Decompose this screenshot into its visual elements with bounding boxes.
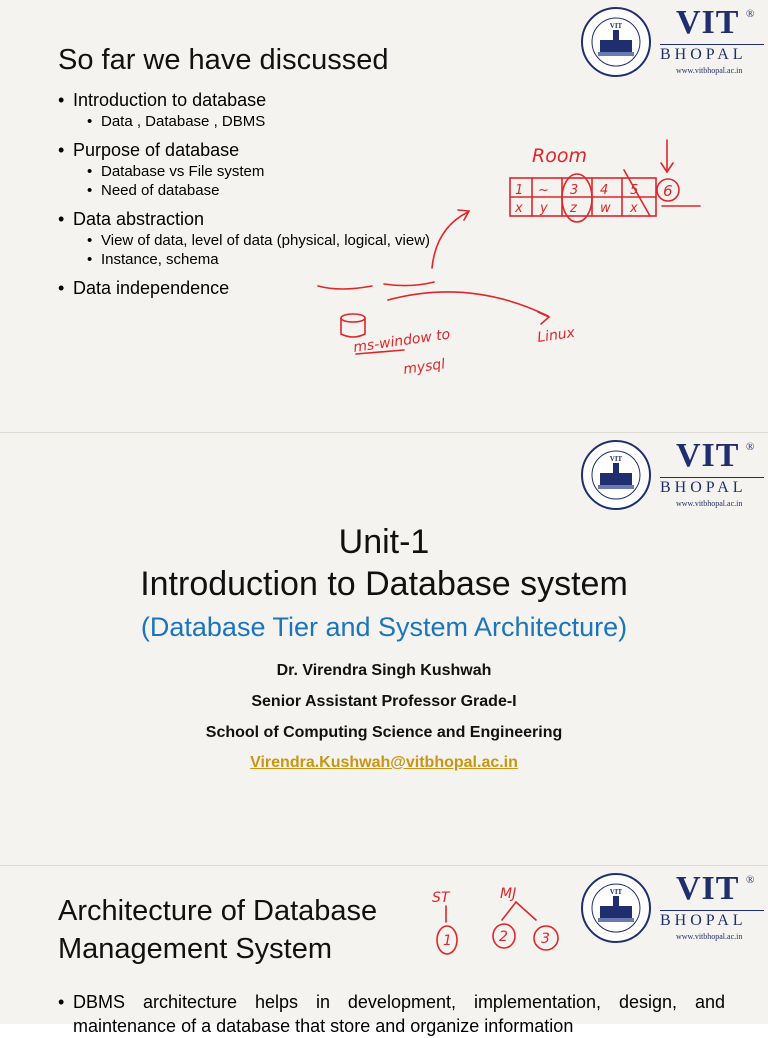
- unit-heading: Unit-1: [338, 523, 430, 561]
- author-school: School of Computing Science and Engineering: [205, 724, 563, 741]
- university-seal-icon: [580, 439, 652, 511]
- vit-bhopal-logo: [580, 872, 768, 942]
- registered-mark: ®: [746, 441, 755, 453]
- sub-bullet-item: • Need of database: [58, 182, 430, 199]
- slide-1: [0, 0, 768, 432]
- logo-vit-text: VIT: [676, 870, 740, 907]
- author-name: Dr. Virendra Singh Kushwah: [276, 662, 492, 679]
- vit-bhopal-logo: [580, 439, 768, 509]
- svg-text:2: 2: [499, 929, 508, 945]
- university-seal-icon: [580, 872, 652, 944]
- svg-text:VIT: VIT: [609, 455, 623, 463]
- logo-vit-text: VIT: [676, 4, 740, 41]
- slide-subtitle: (Database Tier and System Architecture): [140, 612, 628, 642]
- bullet-item: • DBMS architecture helps in development, implementation, design, and maintenance of a database that store and organize information: [58, 990, 725, 1038]
- sub-bullet-item: • Data , Database , DBMS: [58, 113, 430, 130]
- svg-text:w: w: [600, 201, 611, 216]
- svg-text:6: 6: [663, 182, 673, 200]
- slide-title: Architecture of Database Management System: [58, 895, 378, 965]
- svg-text:x: x: [630, 201, 638, 216]
- handwriting-note: ms-window to: [352, 326, 452, 356]
- bullet-item: • Introduction to database: [58, 90, 430, 111]
- bullet-item: • Purpose of database: [58, 140, 430, 161]
- logo-city-text: BHOPAL: [660, 912, 747, 929]
- registered-mark: ®: [746, 8, 755, 20]
- sub-bullet-item: • Database vs File system: [58, 163, 430, 180]
- slide-2: [0, 433, 768, 865]
- svg-text:4: 4: [600, 183, 609, 198]
- svg-text:5: 5: [630, 183, 639, 198]
- svg-text:1: 1: [515, 183, 524, 198]
- handwriting-note: mysql: [402, 356, 447, 378]
- svg-text:3: 3: [570, 183, 579, 198]
- sub-bullet-item: • Instance, schema: [58, 251, 430, 268]
- bullet-item: • Data abstraction: [58, 209, 430, 230]
- logo-vit-text: VIT: [676, 437, 740, 474]
- registered-mark: ®: [746, 874, 755, 886]
- slide-3: [0, 866, 768, 1036]
- svg-text:ST: ST: [432, 890, 450, 906]
- svg-text:y: y: [540, 201, 548, 216]
- svg-text:3: 3: [541, 931, 550, 947]
- author-designation: Senior Assistant Professor Grade-I: [251, 693, 517, 710]
- handwriting-room: Room: [532, 145, 587, 167]
- slide-title: So far we have discussed: [58, 44, 389, 76]
- logo-city-text: BHOPAL: [660, 46, 747, 63]
- svg-text:~: ~: [538, 183, 549, 198]
- handwriting-note: Linux: [536, 324, 576, 346]
- author-email-link[interactable]: Virendra.Kushwah@vitbhopal.ac.in: [250, 754, 518, 771]
- svg-text:x: x: [515, 201, 523, 216]
- logo-city-text: BHOPAL: [660, 479, 747, 496]
- bullet-item: • Data independence: [58, 278, 430, 299]
- handwritten-annotations: [0, 0, 768, 432]
- svg-text:1: 1: [443, 933, 452, 949]
- svg-text:VIT: VIT: [609, 22, 623, 30]
- logo-website: www.vitbhopal.ac.in: [676, 499, 743, 508]
- svg-text:MJ: MJ: [500, 886, 517, 902]
- handwritten-tree-diagram: [420, 882, 580, 962]
- svg-text:VIT: VIT: [609, 888, 623, 896]
- logo-website: www.vitbhopal.ac.in: [676, 66, 743, 75]
- slide-title: Introduction to Database system: [140, 565, 628, 603]
- sub-bullet-item: • View of data, level of data (physical, logical, view): [58, 232, 430, 249]
- svg-text:z: z: [570, 201, 577, 216]
- logo-website: www.vitbhopal.ac.in: [676, 932, 743, 941]
